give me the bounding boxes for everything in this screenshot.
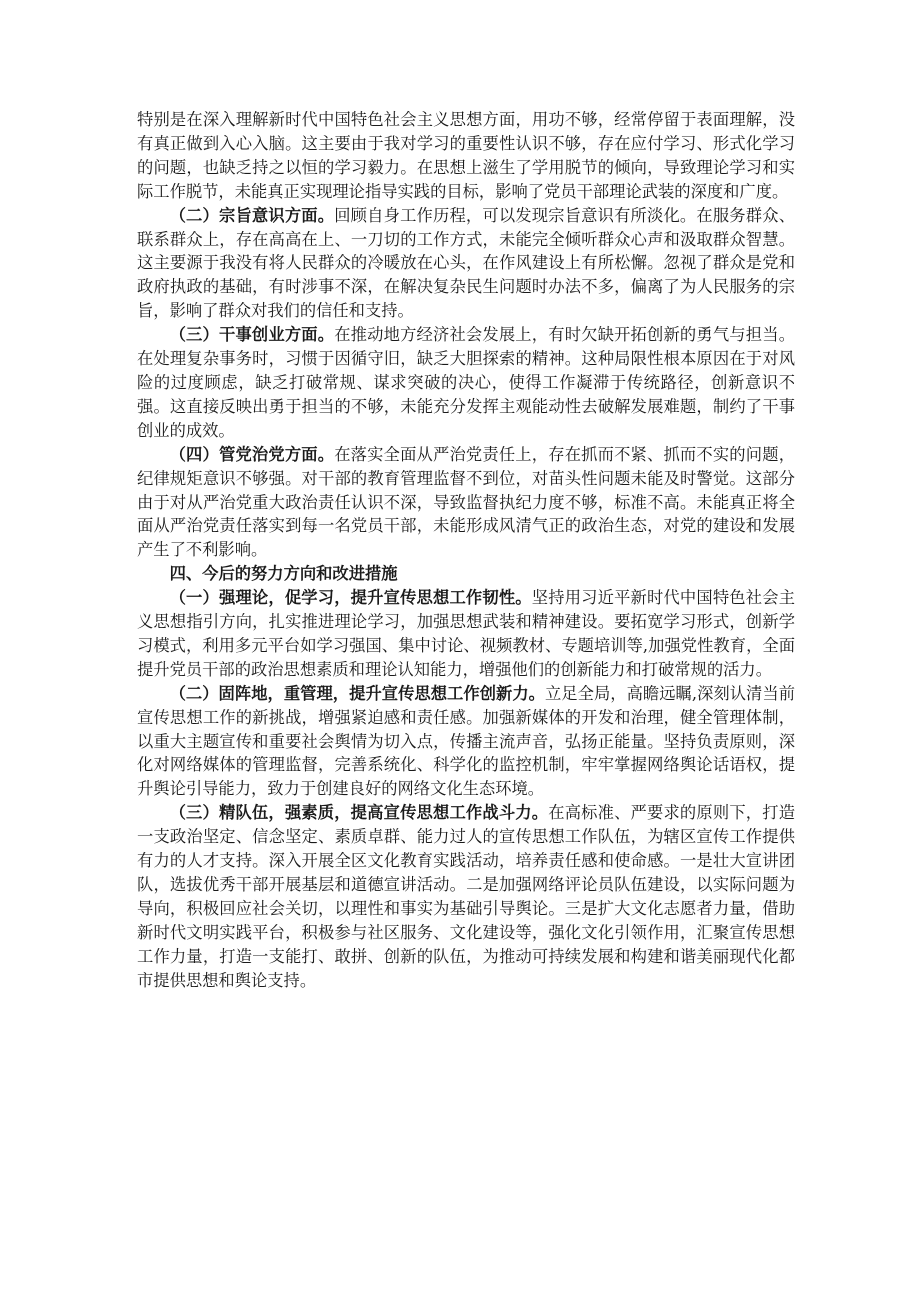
paragraph-lead: （二）固阵地，重管理，提升宣传思想工作创新力。 bbox=[169, 683, 545, 703]
paragraph-lead: （一）强理论，促学习，提升宣传思想工作韧性。 bbox=[169, 588, 532, 608]
paragraph-text: 在推动地方经济社会发展上，有时欠缺开拓创新的勇气与担当。在处理复杂事务时，习惯于因循守旧，缺乏大胆探索的精神。这种局限性根本原因在于对风险的过度顾虑，缺乏打破常规、谋求突破的决心，使得工作凝滞于传统路径，创新意识不强。这直接反映出勇于担当的不够，未能充分发挥主观能动性去破解发展难题，制约了干事创业的成效。 bbox=[137, 325, 795, 440]
paragraph-text: 特别是在深入理解新时代中国特色社会主义思想方面，用功不够，经常停留于表面理解，没有真正做到入心入脑。这主要由于我对学习的重要性认识不够，存在应付学习、形式化学习的问题，也缺乏持之以恒的学习毅力。在思想上滋生了学用脱节的倾向，导致理论学习和实际工作脱节，未能真正实现理论指导实践的目标，影响了党员干部理论武装的深度和广度。 bbox=[137, 110, 795, 201]
section-heading: 四、今后的努力方向和改进措施 bbox=[169, 564, 398, 584]
paragraph-lead: （三）精队伍，强素质，提高宣传思想工作战斗力。 bbox=[169, 803, 549, 823]
paragraph-text: 立足全局，高瞻远瞩,深刻认清当前宣传思想工作的新挑战，增强紧迫感和责任感。加强新媒体的开发和治理，健全管理体制，以重大主题宣传和重要社会舆情为切入点，传播主流声音，弘扬正能量。坚持负责原则，深化对网络媒体的管理监督，完善系统化、科学化的监控机制，牢牢掌握网络舆论话语权，提升舆论引导能力，致力于创建良好的网络文化生态环境。 bbox=[137, 683, 795, 799]
paragraph-lead: （二）宗旨意识方面。 bbox=[169, 205, 335, 225]
paragraph-entrepreneurship bbox=[137, 323, 795, 443]
paragraph-theory-study bbox=[137, 586, 795, 682]
paragraph-purpose-awareness bbox=[137, 204, 795, 324]
paragraph-lead: （三）干事创业方面。 bbox=[169, 325, 335, 345]
paragraph-text: 回顾自身工作历程，可以发现宗旨意识有所淡化。在服务群众、联系群众上，存在高高在上、一刀切的工作方式，未能完全倾听群众心声和汲取群众智慧。这主要源于我没有将人民群众的冷暖放在心头，在作风建设上有所松懈。忽视了群众是党和政府执政的基础，有时涉事不深，在解决复杂民生问题时办法不多，偏离了为人民服务的宗旨，影响了群众对我们的信任和支持。 bbox=[137, 205, 795, 321]
paragraph-lead: （四）管党治党方面。 bbox=[169, 444, 335, 464]
paragraph-position-management bbox=[137, 682, 795, 802]
paragraph-continued bbox=[137, 108, 795, 204]
paragraph-team-building bbox=[137, 801, 795, 992]
paragraph-party-governance bbox=[137, 443, 795, 563]
paragraph-text: 在高标准、严要求的原则下，打造一支政治坚定、信念坚定、素质卓群、能力过人的宣传思想工作队伍，为辖区宣传工作提供有力的人才支持。深入开展全区文化教育实践活动，培养责任感和使命感。一是壮大宣讲团队，选拔优秀干部开展基层和道德宣讲活动。二是加强网络评论员队伍建设，以实际问题为导向，积极回应社会关切，以理性和事实为基础引导舆论。三是扩大文化志愿者力量，借助新时代文明实践平台，积极参与社区服务、文化建设等，强化文化引领作用，汇聚宣传思想工作力量，打造一支能打、敢拼、创新的队伍，为推动可持续发展和构建和谐美丽现代化都市提供思想和舆论支持。 bbox=[137, 803, 795, 990]
document-body bbox=[137, 108, 795, 993]
paragraph-text: 坚持用习近平新时代中国特色社会主义思想指引方向，扎实推进理论学习，加强思想武装和精神建设。要拓宽学习形式，创新学习模式，利用多元平台如学习强国、集中讨论、视频教材、专题培训等,加强党性教育，全面提升党员干部的政治思想素质和理论认知能力，增强他们的创新能力和打破常规的活力。 bbox=[137, 588, 795, 679]
paragraph-text: 在落实全面从严治党责任上，存在抓而不紧、抓而不实的问题，纪律规矩意识不够强。对干部的教育管理监督不到位，对苗头性问题未能及时警觉。这部分由于对从严治党重大政治责任认识不深，导致监督执纪力度不够，标准不高。未能真正将全面从严治党责任落实到每一名党员干部，未能形成风清气正的政治生态，对党的建设和发展产生了不利影响。 bbox=[137, 444, 795, 560]
